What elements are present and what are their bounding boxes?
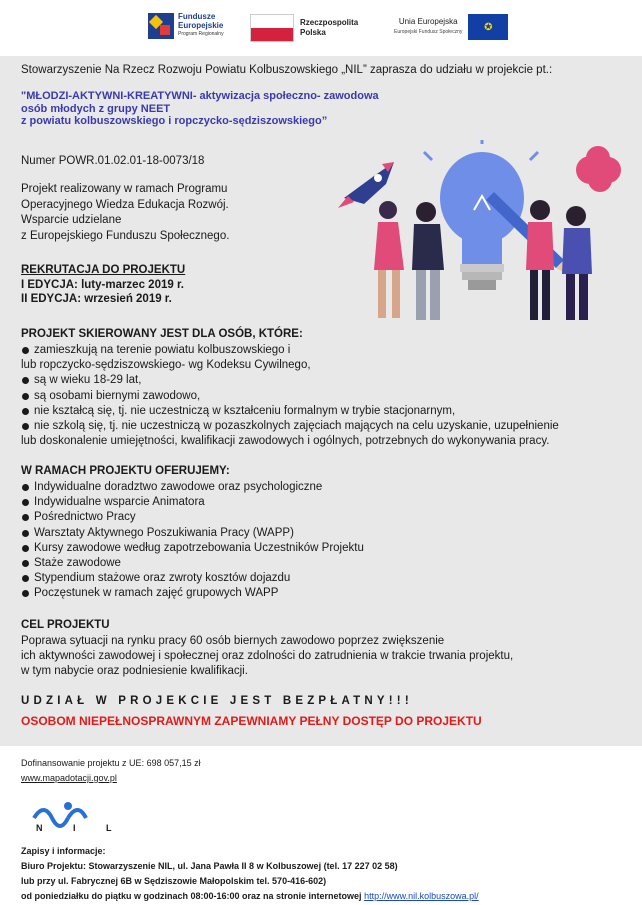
recruitment-edition: I EDYCJA: luty-marzec 2019 r. xyxy=(21,278,184,291)
offer-heading: W RAMACH PROJEKTU OFERUJEMY: xyxy=(21,465,230,477)
person-2-icon xyxy=(412,202,444,320)
funding-link[interactable]: www.mapadotacji.gov.pl xyxy=(21,773,117,783)
title-line: "MŁODZI-AKTYWNI-KREATYWNI- aktywizacja społeczno- zawodowa xyxy=(21,90,379,102)
target-item: zamieszkują na terenie powiatu kolbuszowskiego i xyxy=(21,343,631,358)
ue-sub: Europejski Fundusz Społeczny xyxy=(394,29,463,35)
offer-item: Stypendium stażowe oraz zwroty kosztów dojazdu xyxy=(21,571,631,586)
person-4-icon xyxy=(562,206,592,320)
brain-icon xyxy=(576,146,621,192)
title-line: z powiatu kolbuszowskiego i ropczycko-sędziszowskiego” xyxy=(21,115,328,127)
target-item: są w wieku 18-29 lat, xyxy=(21,373,631,388)
nil-letters: N I L xyxy=(36,823,126,833)
target-item: nie kształcą się, tj. nie uczestniczą w kształceniu formalnym w trybie stacjonarnym, xyxy=(21,404,631,419)
unia-europejska-logo xyxy=(394,14,508,40)
offer-item: Kursy zawodowe według zapotrzebowania Uczestników Projektu xyxy=(21,541,631,556)
nil-logo-icon xyxy=(30,798,102,842)
recruitment-edition: II EDYCJA: wrzesień 2019 r. xyxy=(21,293,172,305)
offer-item: Warsztaty Aktywnego Poszukiwania Pracy (WAPP) xyxy=(21,526,631,541)
project-number: Numer POWR.01.02.01-18-0073/18 xyxy=(21,155,205,167)
goal-section xyxy=(21,618,631,679)
rp-line1: Rzeczpospolita xyxy=(300,18,359,27)
target-item-cont: lub ropczycko-sędziszowskiego- wg Kodeksu Cywilnego, xyxy=(21,359,311,372)
accessibility-banner: OSOBOM NIEPEŁNOSPRAWNYM ZAPEWNIAMY PEŁNY DOSTĘP DO PROJEKTU xyxy=(21,714,482,728)
project-line: Wsparcie udzielane xyxy=(21,214,122,226)
fe-line2: Europejskie xyxy=(178,21,224,30)
rp-line2: Polska xyxy=(300,28,326,37)
offer-item: Pośrednictwo Pracy xyxy=(21,510,631,525)
logo-bar xyxy=(0,0,642,56)
fe-star-icon xyxy=(148,13,174,39)
target-item: nie szkolą się, tj. nie uczestniczą w pozaszkolnych zajęciach mających na celu uzyskanie, uzupełnienie xyxy=(21,419,631,434)
office-address-2: lub przy ul. Fabrycznej 6B w Sędziszowie Małopolskim tel. 570-416-602) xyxy=(21,876,327,886)
goal-line: w tym nabycie oraz podniesienie kwalifikacji. xyxy=(21,665,248,677)
project-line: z Europejskiego Funduszu Społecznego. xyxy=(21,229,230,242)
office-hours-line xyxy=(21,890,479,902)
rocket-icon xyxy=(338,162,394,208)
poland-flag-icon xyxy=(250,14,294,42)
project-title xyxy=(21,90,401,128)
intro-text: Stowarzyszenie Na Rzecz Rozwoju Powiatu Kolbuszowskiego „NIL” zaprasza do udziału w projekcie pt.: xyxy=(21,64,553,76)
fe-line1: Fundusze xyxy=(178,12,216,21)
target-section xyxy=(21,327,631,449)
offer-item: Poczęstunek w ramach zajęć grupowych WAPP xyxy=(21,586,631,601)
target-item-cont: lub doskonalenie umiejętności, kwalifikacji zawodowych i ogólnych, potrzebnych do wykonywania pracy. xyxy=(21,435,550,448)
fe-sub: Program Regionalny xyxy=(178,31,224,37)
recruitment-section xyxy=(21,263,185,307)
title-line: osób młodych z grupy NEET xyxy=(21,102,171,115)
target-heading: PROJEKT SKIEROWANY JEST DLA OSÓB, KTÓRE: xyxy=(21,328,303,340)
goal-line: ich aktywności zawodowej i społecznej oraz zdolności do zatrudnienia w trakcie trwania projektu, xyxy=(21,650,514,662)
office-hours: od poniedziałku do piątku w godzinach 08:00-16:00 oraz na stronie internetowej xyxy=(21,891,362,901)
offer-item: Indywidualne wsparcie Animatora xyxy=(21,495,631,510)
ue-line1: Unia Europejska xyxy=(398,17,458,26)
offer-item: Indywidualne doradztwo zawodowe oraz psychologiczne xyxy=(21,480,631,495)
rzeczpospolita-logo xyxy=(250,14,358,42)
website-link[interactable]: http://www.nil.kolbuszowa.pl/ xyxy=(364,891,479,901)
offer-item: Staże zawodowe xyxy=(21,556,631,571)
target-item: są osobami biernymi zawodowo, xyxy=(21,389,631,404)
free-participation-banner: UDZIAŁ W PROJEKCIE JEST BEZPŁATNY!!! xyxy=(21,695,413,707)
eu-flag-icon: ✪ xyxy=(468,14,508,40)
contact-heading: Zapisy i informacje: xyxy=(21,846,106,856)
goal-line: Poprawa sytuacji na rynku pracy 60 osób biernych zawodowo poprzez zwiększenie xyxy=(21,635,445,647)
project-info xyxy=(21,182,301,244)
goal-heading: CEL PROJEKTU xyxy=(21,619,110,631)
team-lightbulb-illustration xyxy=(334,140,630,330)
person-1-icon xyxy=(374,201,404,318)
funding-amount: Dofinansowanie projektu z UE: 698 057,15 zł xyxy=(21,758,201,768)
person-3-icon xyxy=(526,200,554,320)
project-line: Operacyjnego Wiedza Edukacja Rozwój. xyxy=(21,198,229,211)
office-address: Biuro Projektu: Stowarzyszenie NIL, ul. Jana Pawła II 8 w Kolbuszowej (tel. 17 227 02 58) xyxy=(21,861,398,871)
fundusze-europejskie-logo xyxy=(148,12,224,39)
recruitment-heading: REKRUTACJA DO PROJEKTU xyxy=(21,264,186,276)
project-line: Projekt realizowany w ramach Programu xyxy=(21,183,228,195)
offer-section xyxy=(21,464,631,602)
